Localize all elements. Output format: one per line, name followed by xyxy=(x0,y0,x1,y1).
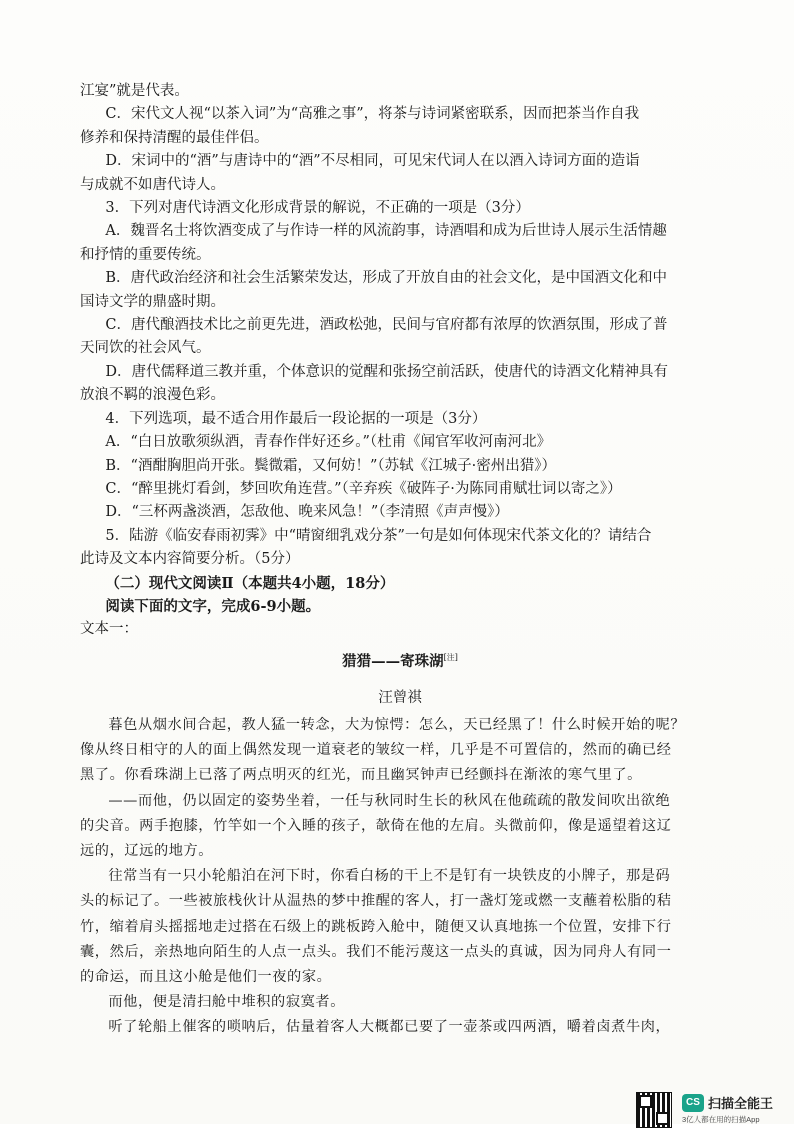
text-line: B．“酒酣胸胆尚开张。鬓微霜，又何妨！”（苏轼《江城子·密州出猎》） xyxy=(105,457,556,474)
brand-tagline: 3亿人都在用的扫描App xyxy=(682,1115,760,1124)
essay-line: 像从终日相守的人的面上偶然发现一道衰老的皱纹一样，几乎是不可置信的，然而的确已经 xyxy=(80,742,672,759)
text-line: B．唐代政治经济和社会生活繁荣发达，形成了开放自由的社会文化，是中国酒文化和中 xyxy=(105,270,668,287)
text-line: C．唐代酿酒技术比之前更先进，酒政松弛，民间与官府都有浓厚的饮酒氛围，形成了普 xyxy=(105,317,668,334)
text-line: D．“三杯两盏淡酒，怎敌他、晚来风急！”（李清照《声声慢》） xyxy=(105,504,509,521)
text-line: C．“醉里挑灯看剑，梦回吹角连营。”（辛弃疾《破阵子·为陈同甫赋壮词以寄之》） xyxy=(105,480,622,497)
text-line: D．宋词中的“酒”与唐诗中的“酒”不尽相同，可见宋代词人在以酒入诗词方面的造诣 xyxy=(105,153,640,170)
text-line: 天同饮的社会风气。 xyxy=(80,340,211,357)
footnote-marker: [注] xyxy=(443,652,458,662)
brand-name: 扫描全能王 xyxy=(708,1096,774,1111)
essay-line: 的命运，而且这小舱是他们一夜的家。 xyxy=(80,968,332,985)
document-body xyxy=(80,80,720,1041)
text-line: 3．下列对唐代诗酒文化形成背景的解说，不正确的一项是（3分） xyxy=(105,200,530,217)
text-line: D．唐代儒释道三教并重，个体意识的觉醒和张扬空前活跃，使唐代的诗酒文化精神具有 xyxy=(105,363,668,380)
text-line: 5．陆游《临安春雨初霁》中“晴窗细乳戏分茶”一句是如何体现宋代茶文化的？请结合 xyxy=(105,527,652,544)
text-line: 和抒情的重要传统。 xyxy=(80,246,211,263)
scanner-watermark xyxy=(636,1092,786,1126)
text-line: A．“白日放歌须纵酒，青春作伴好还乡。”（杜甫《闻官军收河南河北》 xyxy=(105,434,552,451)
essay-line: 竹，缩着肩头摇摇地走过搭在石级上的跳板跨入舱中，随便又认真地拣一个位置，安排下行 xyxy=(80,918,672,935)
qr-code-icon xyxy=(636,1092,672,1128)
text-line: （二）现代文阅读Ⅱ（本题共4小题，18分） xyxy=(105,574,395,592)
text-line: 国诗文学的鼎盛时期。 xyxy=(80,293,225,310)
essay-line: 而他，便是清扫舱中堆积的寂寞者。 xyxy=(108,994,345,1011)
text-line: 江宴”就是代表。 xyxy=(80,83,189,99)
essay-line: 往常当有一只小轮船泊在河下时，你看白杨的干上不是钉有一块铁皮的小牌子，那是码 xyxy=(108,868,671,885)
text-line: 此诗及文本内容简要分析。（5分） xyxy=(80,551,300,568)
text-line: A．魏晋名士将饮酒变成了与作诗一样的风流韵事，诗酒唱和成为后世诗人展示生活情趣 xyxy=(105,223,667,240)
text-line: 阅读下面的文字，完成6-9小题。 xyxy=(105,597,321,615)
essay-line: 暮色从烟水间合起，教人猛一转念，大为惊愕：怎么，天已经黑了！什么时候开始的呢？ xyxy=(108,716,686,733)
essay-body xyxy=(80,713,720,1041)
essay-line: 远的，辽远的地方。 xyxy=(80,842,214,859)
camscanner-logo-icon: CS xyxy=(682,1094,704,1112)
essay-line: 听了轮船上催客的唢呐后，估量着客人大概都已要了一壶茶或四两酒，嚼着卤煮牛肉， xyxy=(108,1019,671,1036)
essay-line: 囊，然后，亲热地向陌生的人点一点头。我们不能污蔑这一点头的真诚，因为同舟人有同一 xyxy=(80,943,672,960)
text-line: 修养和保持清醒的最佳伴侣。 xyxy=(80,129,269,146)
question-section xyxy=(80,80,720,642)
essay-title: 猎猎——寄珠湖[注] xyxy=(342,652,458,670)
text-line: C．宋代文人视“以茶入词”为“高雅之事”，将茶与诗词紧密联系，因而把茶当作自我 xyxy=(105,106,640,123)
essay-line: 的尖音。两手抱膝，竹竿如一个入睡的孩子，欹倚在他的左肩。头微前仰，像是遥望着这辽 xyxy=(80,817,672,834)
essay-line: 黑了。你看珠湖上已落了两点明灭的红光，而且幽冥钟声已经颤抖在渐浓的寒气里了。 xyxy=(80,767,642,784)
text-line: 4．下列选项，最不适合用作最后一段论据的一项是（3分） xyxy=(105,410,487,427)
essay-author: 汪曾祺 xyxy=(378,690,422,707)
text-line: 文本一： xyxy=(80,621,138,638)
text-line: 与成就不如唐代诗人。 xyxy=(80,176,225,193)
essay-line: ——而他，仍以固定的姿势坐着，一任与秋同时生长的秋风在他疏疏的散发间吹出欲绝 xyxy=(108,792,671,809)
essay-line: 头的标记了。一些被旅栈伙计从温热的梦中推醒的客人，打一盏灯笼或燃一支蘸着松脂的秸 xyxy=(80,893,672,910)
text-line: 放浪不羁的浪漫色彩。 xyxy=(80,387,225,404)
